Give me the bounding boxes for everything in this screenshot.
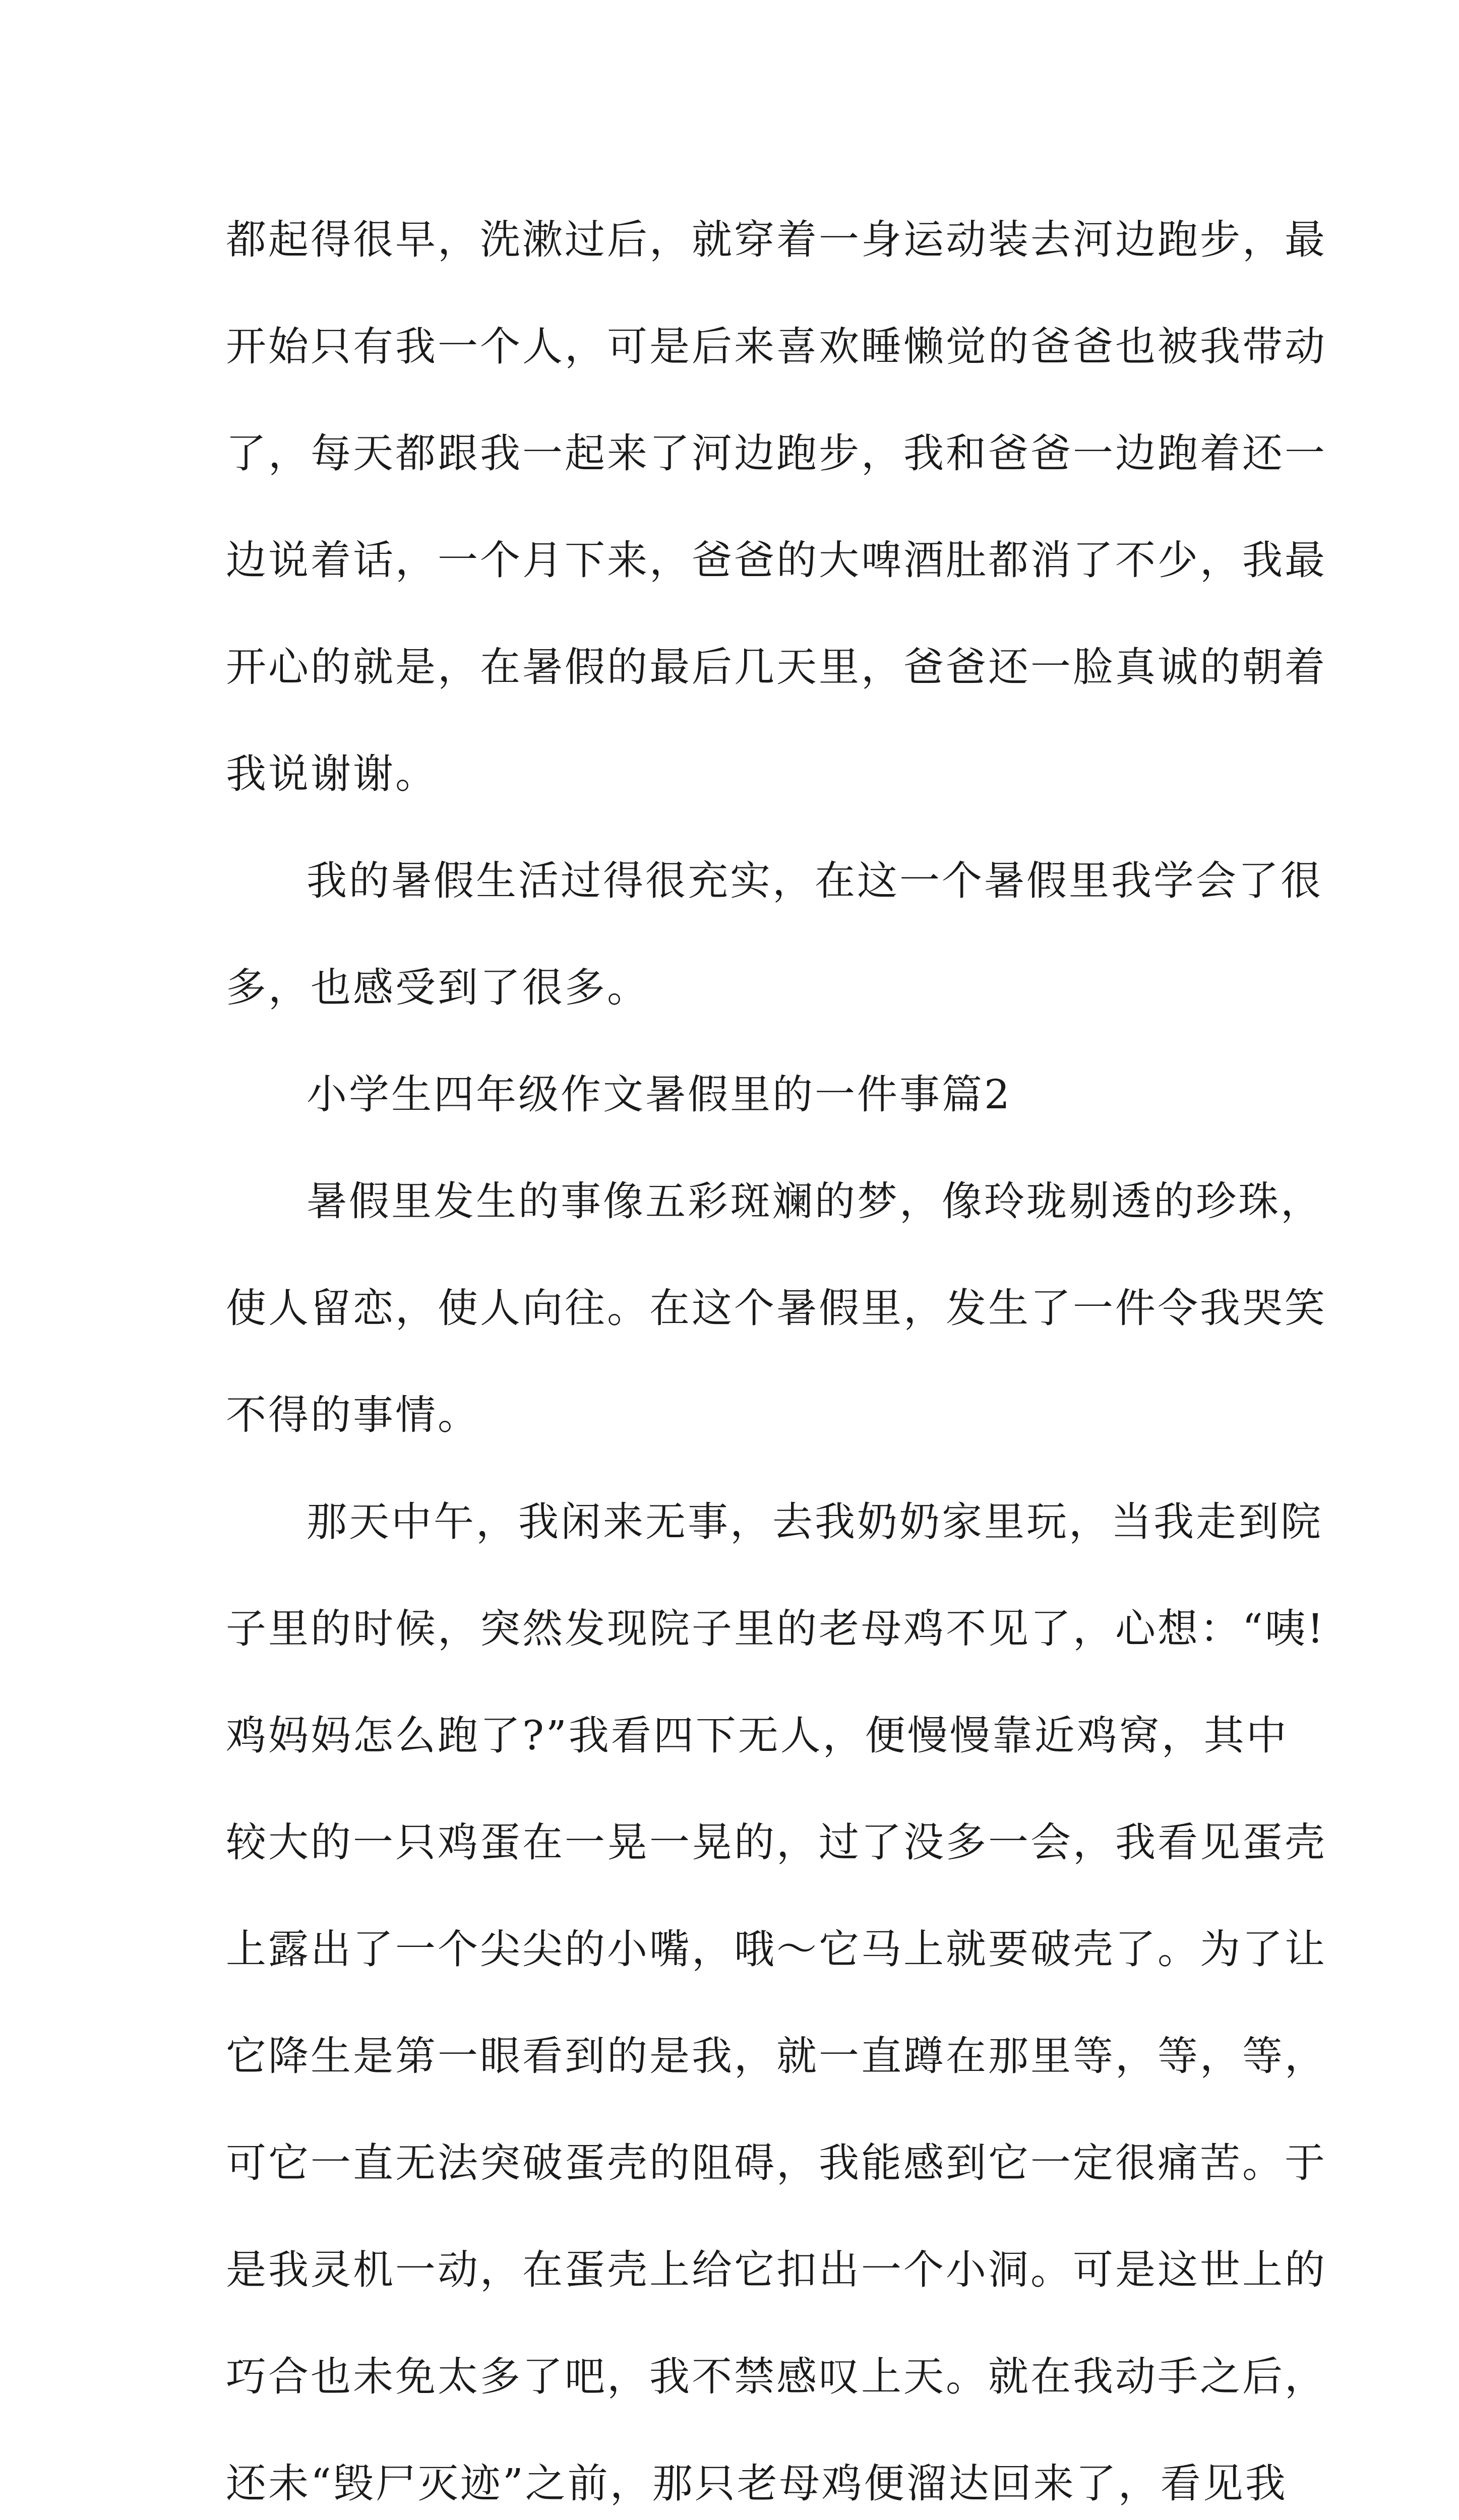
text-line: 我说谢谢。 — [226, 750, 438, 797]
text-line: 上露出了一个尖尖的小嘴，哦～它马上就要破壳了。为了让 — [226, 1926, 1327, 1973]
text-line: 鸡妈妈怎么跑了?”我看四下无人，便慢慢靠近鸡窝，其中 — [226, 1712, 1289, 1759]
text-line: 可它一直无法突破蛋壳的阻碍，我能感到它一定很痛苦。于 — [226, 2139, 1327, 2186]
text-line: 开始只有我一个人，可是后来喜欢睡懒觉的爸爸也被我带动 — [226, 323, 1327, 370]
text-line: 多，也感受到了很多。 — [226, 964, 649, 1011]
paragraph-first-line: 我的暑假生活过得很充实，在这一个暑假里我学会了很 — [307, 857, 1323, 904]
paragraph-first-line: 暑假里发生的事像五彩斑斓的梦，像玲珑剔透的珍珠， — [307, 1178, 1323, 1225]
paragraph-first-line: 那天中午，我闲来无事，去我奶奶家里玩，当我走到院 — [307, 1498, 1323, 1545]
text-line: 较大的一只鸡蛋在一晃一晃的，过了没多一会，我看见蛋壳 — [226, 1819, 1327, 1866]
text-line: 它降生是第一眼看到的是我，就一直蹲在那里等，等，等， — [226, 2033, 1327, 2080]
text-line: 都起得很早，洗漱过后，就穿着一身运动装去河边跑步，最 — [226, 216, 1327, 263]
section-heading: 小学生四年级作文暑假里的一件事篇2 — [307, 1071, 1012, 1118]
text-line: 边说着话，一个月下来，爸爸的大啤酒肚都消了不少，我最 — [226, 537, 1327, 584]
text-line: 开心的就是，在暑假的最后几天里，爸爸还一脸真诚的朝着 — [226, 644, 1327, 690]
text-line: 巧合也未免太多了吧，我不禁感叹上天。就在我动手之后， — [226, 2353, 1327, 2400]
text-line: 是我灵机一动，在蛋壳上给它扣出一个小洞。可是这世上的 — [226, 2246, 1327, 2293]
text-line: 了，每天都跟我一起来了河边跑步，我和爸爸一边跑着还一 — [226, 430, 1327, 477]
text-line: 使人留恋，使人向往。在这个暑假里，发生了一件令我哭笑 — [226, 1285, 1327, 1332]
text-line: 还未“毁尸灭迹”之前，那只老母鸡便溜达回来了，看见我 — [226, 2460, 1288, 2507]
document-body — [226, 186, 1327, 2520]
text-line: 不得的事情。 — [226, 1392, 480, 1438]
text-line: 子里的时候，突然发现院子里的老母鸡不见了，心想：“咦! — [226, 1605, 1326, 1652]
